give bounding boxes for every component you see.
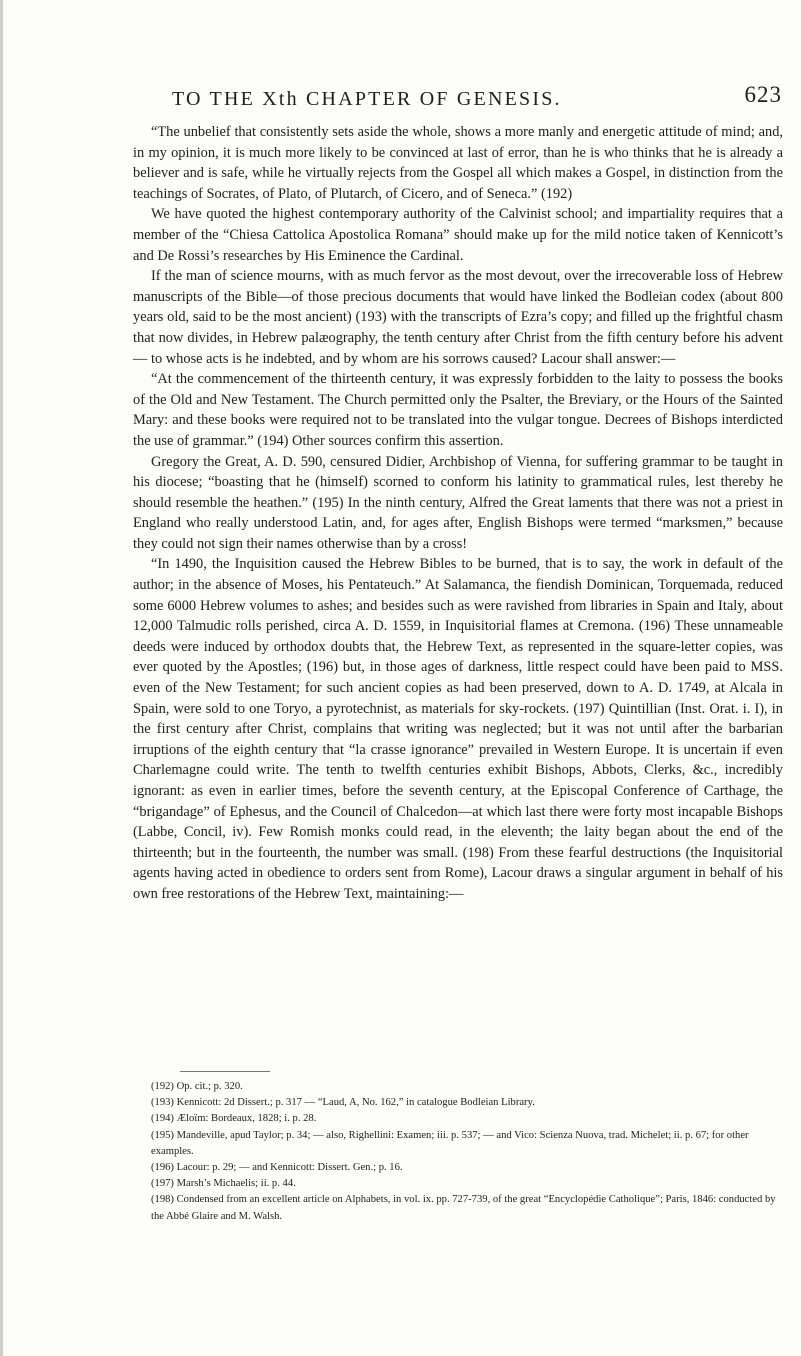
paragraph: “In 1490, the Inquisition caused the Hebrew Bibles to be burned, that is to say, the work in default of the author; in the absence of Moses, his Pentateuch.” At Salamanca, the fiendish Dominican, Torquemada, reduced some 6000 Hebrew volumes to ashes; and besides such as were ravished from libraries in Spain and Italy, about 12,000 Talmudic rolls perished, circa A. D. 1559, in Inquisitorial flames at Cremona. (196) These unnameable deeds were induced by orthodox doubts that, the Hebrew Text, as represented in the square-letter copies, was ever quoted by the Apostles; (196) but, in those ages of darkness, little respect could have been paid to MSS. even of the New Testament; for such ancient copies as had been preserved, down to A. D. 1749, at Alcala in Spain, were sold to one Toryo, a pyrotechnist, as materials for sky-rockets. (197) Quintillian (Inst. Orat. i. I), in the first century after Christ, complains that writing was neglected; but it was not until after the barbarian irruptions of the eighth century that “la crasse ignorance” prevailed in Western Europe. It is uncertain if even Charlemagne could write. The tenth to twelfth centuries exhibit Bishops, Abbots, Clerks, &c., incredibly ignorant: as even in earlier times, before the seventh century, at the Episcopal Conference of Carthage, the “brigandage” of Ephesus, and the Council of Chalcedon—at which last there were forty most incapable Bishops (Labbe, Concil, iv). Few Romish monks could read, in the eleventh; the laity began about the end of the thirteenth; but in the fourteenth, the number was small. (198) From these fearful destructions (the Inquisitorial agents having acted in obedience to orders sent from Rome), Lacour draws a singular argument in behalf of his own free restorations of the Hebrew Text, maintaining:— xyxy=(133,556,783,902)
footnote: (192) Op. cit.; p. 320. xyxy=(151,1081,243,1092)
footnote: (193) Kennicott: 2d Dissert.; p. 317 — “Laud, A, No. 162,” in catalogue Bodleian Library. xyxy=(151,1097,535,1109)
page-edge-shadow xyxy=(0,0,3,1356)
footnotes xyxy=(133,1079,783,1225)
paragraph: “The unbelief that consistently sets aside the whole, shows a more manly and energetic attitude of mind; and, in my opinion, it is much more likely to be convinced at last of error, than he is who thinks that he is already a believer and is safe, while he virtually rejects from the Gospel all which makes a Gospel, in distinction from the teachings of Socrates, of Plato, of Plutarch, of Cicero, and of Seneca.” (192) xyxy=(133,124,783,202)
footnote-divider xyxy=(180,1071,270,1072)
paragraph: Gregory the Great, A. D. 590, censured Didier, Archbishop of Vienna, for suffering grammar to be taught in his diocese; “boasting that he (himself) scorned to conform his latinity to grammatical rules, lest thereby he should resemble the heathen.” (195) In the ninth century, Alfred the Great laments that there was not a priest in England who really understood Latin, and, for ages after, English Bishops were termed “marksmen,” because they could not sign their names otherwise than by a cross! xyxy=(133,453,783,552)
footnote: (194) Æloïm: Bordeaux, 1828; i. p. 28. xyxy=(151,1113,317,1125)
footnote: (195) Mandeville, apud Taylor; p. 34; — also, Righellini: Examen; iii. p. 537; — and Vico: Scienza Nuova, trad. Michelet; ii. p. 67; for other examples. xyxy=(151,1129,749,1157)
running-head: TO THE Xth CHAPTER OF GENESIS. xyxy=(172,88,562,110)
paragraph: “At the commencement of the thirteenth century, it was expressly forbidden to the laity to possess the books of the Old and New Testament. The Church permitted only the Psalter, the Breviary, or the Hours of the Sainted Mary: and these books were required not to be translated into the vulgar tongue. Decrees of Bishops interdicted the use of grammar.” (194) Other sources confirm this assertion. xyxy=(133,371,783,449)
footnote: (196) Lacour: p. 29; — and Kennicott: Dissert. Gen.; p. 16. xyxy=(151,1162,403,1174)
paragraph: If the man of science mourns, with as much fervor as the most devout, over the irrecoverable loss of Hebrew manuscripts of the Bible—of those precious documents that would have linked the Bodleian codex (about 800 years old, said to be the most ancient) (193) with the transcripts of Ezra’s copy; and filled up the frightful chasm that now divides, in Hebrew palæography, the tenth century after Christ from the fifth century before his advent — to whose acts is he indebted, and by whom are his sorrows caused? Lacour shall answer:— xyxy=(133,268,783,367)
paragraph: We have quoted the highest contemporary authority of the Calvinist school; and impartiality requires that a member of the “Chiesa Cattolica Apostolica Romana” should make up for the mild notice taken of Kennicott’s and De Rossi’s researches by His Eminence the Cardinal. xyxy=(133,206,783,264)
page-number: 623 xyxy=(744,82,782,107)
body-text xyxy=(133,122,783,905)
footnote: (198) Condensed from an excellent article on Alphabets, in vol. ix. pp. 727-739, of the great “Encyclopédie Catholique”; Paris, 1846: conducted by the Abbé Glaire and M. Walsh. xyxy=(151,1194,776,1222)
footnote: (197) Marsh’s Michaelis; ii. p. 44. xyxy=(151,1178,296,1190)
